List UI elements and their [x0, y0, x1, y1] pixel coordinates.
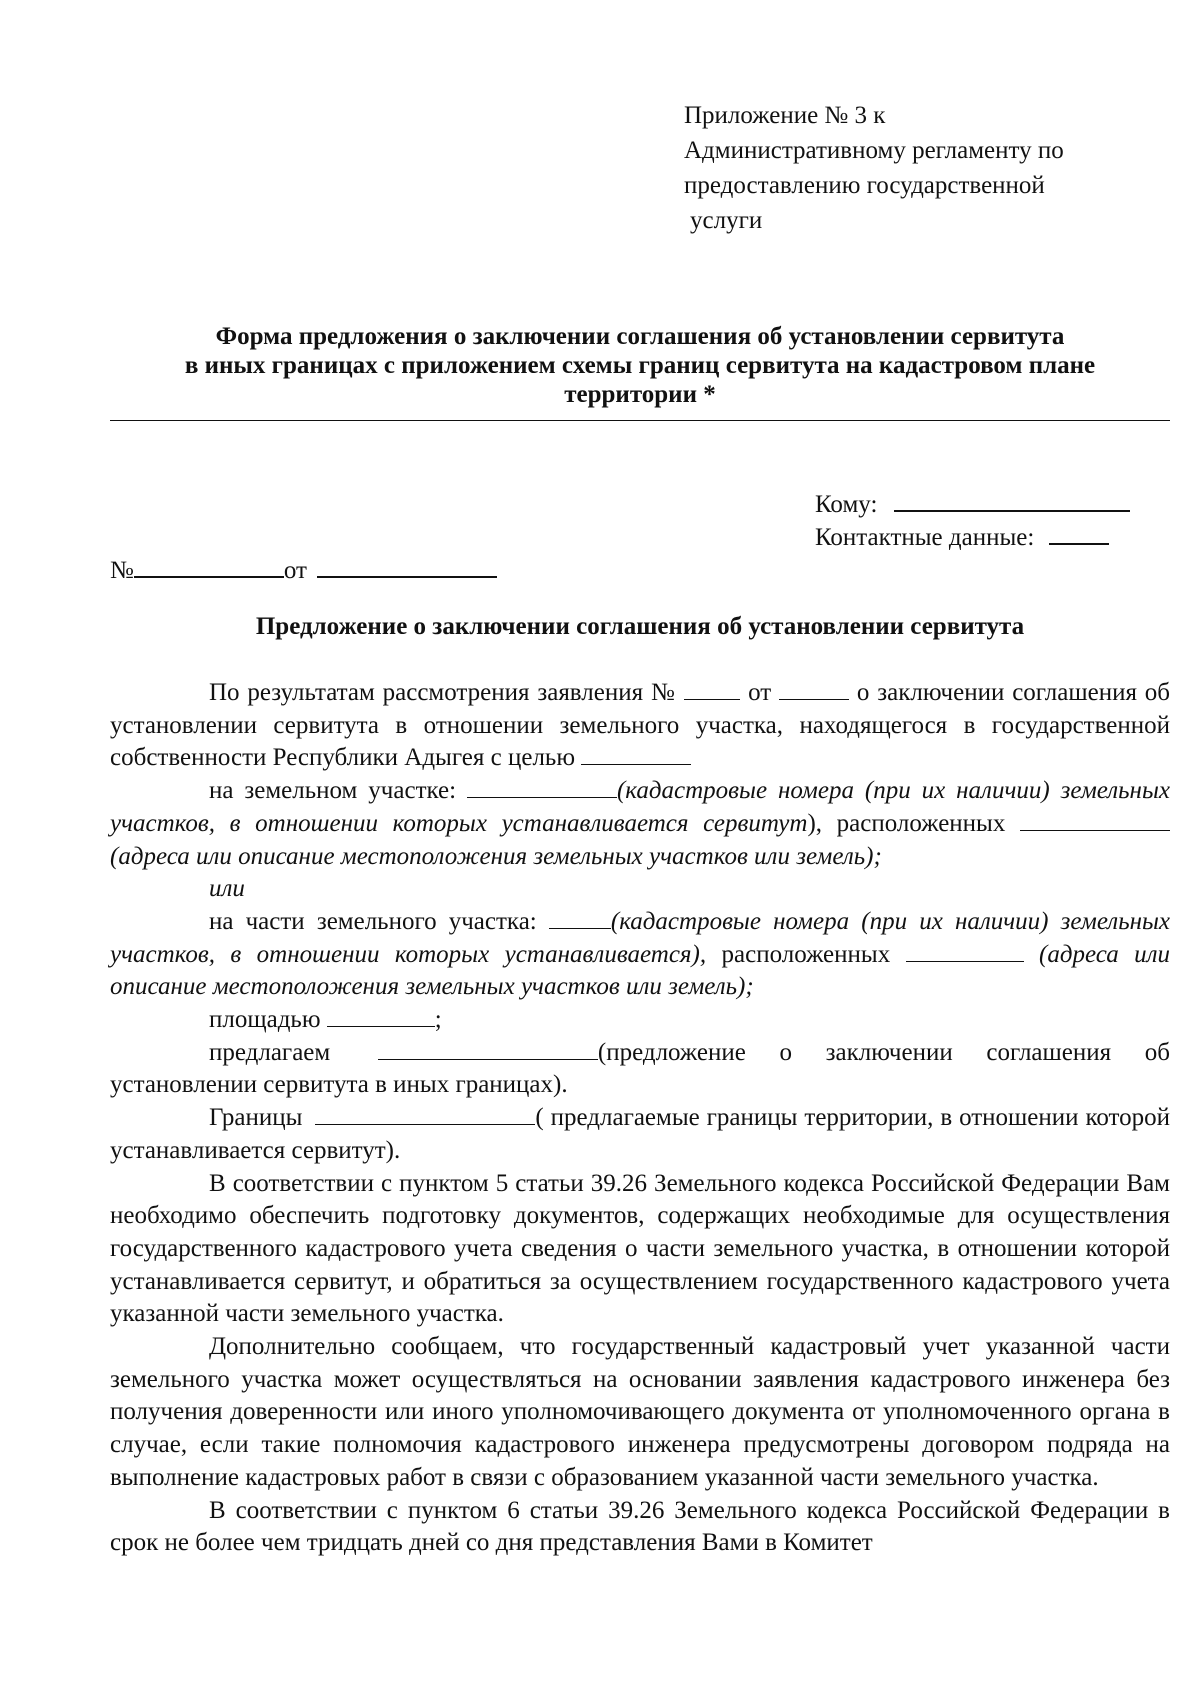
document-number-line [110, 554, 497, 587]
recipient-contact-field[interactable] [1049, 542, 1109, 545]
number-field[interactable] [134, 575, 284, 578]
land-plot-located-label: ), расположенных [807, 809, 1006, 837]
plot-part-address-hint: (адреса или описание местоположения земельных участков или земель); [110, 940, 1171, 1001]
boundaries-field[interactable] [315, 1123, 535, 1125]
appendix-line-4: услуги [690, 207, 763, 234]
paragraph-additional: Дополнительно сообщаем, что государственный кадастровый учет указанной части земельного участка может осуществляться на основании заявления кадастрового инженера без получения доверенности или иного уполномочивающего документа от уполномоченного органа в случае, если такие полномочия кадастрового инженера предусмотрены договором подряда на выполнение кадастровых работ в связи с образованием указанной части земельного участка. [110, 1333, 1170, 1491]
recipient-to-field[interactable] [894, 509, 1130, 512]
title-underline [110, 420, 1170, 421]
date-field[interactable] [317, 575, 497, 578]
plot-part-address-field[interactable] [906, 960, 1024, 962]
paragraph-article-6: В соответствии с пунктом 6 статьи 39.26 Земельного кодекса Российской Федерации в срок не более чем тридцать дней со дня представления Вами в Комитет [110, 1496, 1170, 1557]
paragraph-plot-part [110, 906, 1170, 1004]
application-text-3: о заключении соглашения об установлении сервитута в отношении земельного участка, находящегося в государственной собственности Республики Адыгея с целью [110, 679, 1171, 772]
paragraph-propose [110, 1037, 1170, 1102]
paragraph-or [110, 873, 1170, 906]
application-number-field[interactable] [684, 698, 740, 700]
area-label: площадью [209, 1006, 321, 1034]
form-title-line-1: Форма предложения о заключении соглашения об установлении сервитута [215, 323, 1065, 350]
plot-part-label: на части земельного участка: [209, 907, 537, 935]
form-title [110, 322, 1170, 409]
appendix-line-3: предоставлению государственной [684, 172, 1045, 199]
land-plot-field[interactable] [467, 796, 617, 798]
date-from-label: от [283, 557, 307, 584]
paragraph-article-5: В соответствии с пунктом 5 статьи 39.26 Земельного кодекса Российской Федерации Вам необходимо обеспечить подготовку документов, содержащих необходимые для осуществления государственного кадастрового учета сведения о части земельного участка, в отношении которой устанавливается сервитут, и обратиться за осуществлением государственного кадастрового учета указанной части земельного участка. [110, 1169, 1170, 1328]
recipient-to-row [815, 488, 1130, 521]
proposal-heading: Предложение о заключении соглашения об установлении сервитута [255, 613, 1025, 640]
land-plot-address-hint: (адреса или описание местоположения земельных участков или земель); [110, 842, 882, 870]
boundaries-text: ( предлагаемые границы территории, в отношении которой устанавливается сервитут). [110, 1104, 1171, 1164]
recipient-contact-row [815, 521, 1130, 554]
number-label: № [110, 557, 134, 584]
application-date-field[interactable] [779, 698, 849, 700]
plot-part-hint: (кадастровые номера (при их наличии) земельных участков, в отношении которых устанавливается), [110, 907, 1170, 968]
area-field[interactable] [327, 1025, 435, 1027]
application-text-2: от [748, 679, 772, 706]
propose-label: предлагаем [209, 1038, 331, 1066]
boundaries-label: Границы [209, 1104, 303, 1132]
land-plot-label: на земельном участке: [209, 777, 457, 805]
recipient-to-label: Кому: [815, 491, 878, 518]
recipient-block [815, 488, 1130, 554]
form-title-line-2: в иных границах с приложением схемы границ сервитута на кадастровом плане [184, 352, 1096, 379]
recipient-contact-label: Контактные данные: [815, 524, 1035, 551]
paragraph-boundaries [110, 1102, 1170, 1167]
area-end: ; [434, 1006, 442, 1034]
propose-text: (предложение о заключении соглашения об установлении сервитута в иных границах). [110, 1038, 1170, 1099]
purpose-field[interactable] [581, 763, 691, 765]
plot-part-located-label: расположенных [721, 940, 891, 968]
paragraph-application [110, 677, 1170, 775]
paragraph-land-plot [110, 775, 1170, 873]
document-body [110, 677, 1170, 1560]
land-plot-hint: (кадастровые номера (при их наличии) земельных участков, в отношении которых устанавливается сервитут [110, 777, 1170, 837]
application-text-1: По результатам рассмотрения заявления № [209, 679, 677, 706]
or-word: или [209, 875, 245, 903]
form-title-line-3: территории * [564, 381, 716, 408]
appendix-line-1: Приложение № 3 к [684, 102, 886, 129]
land-plot-address-field[interactable] [1020, 829, 1170, 831]
appendix-line-2: Административному регламенту по [684, 137, 1064, 164]
plot-part-field[interactable] [549, 927, 611, 929]
paragraph-area [110, 1004, 1170, 1037]
appendix-note [684, 98, 1154, 238]
propose-field[interactable] [378, 1058, 598, 1060]
